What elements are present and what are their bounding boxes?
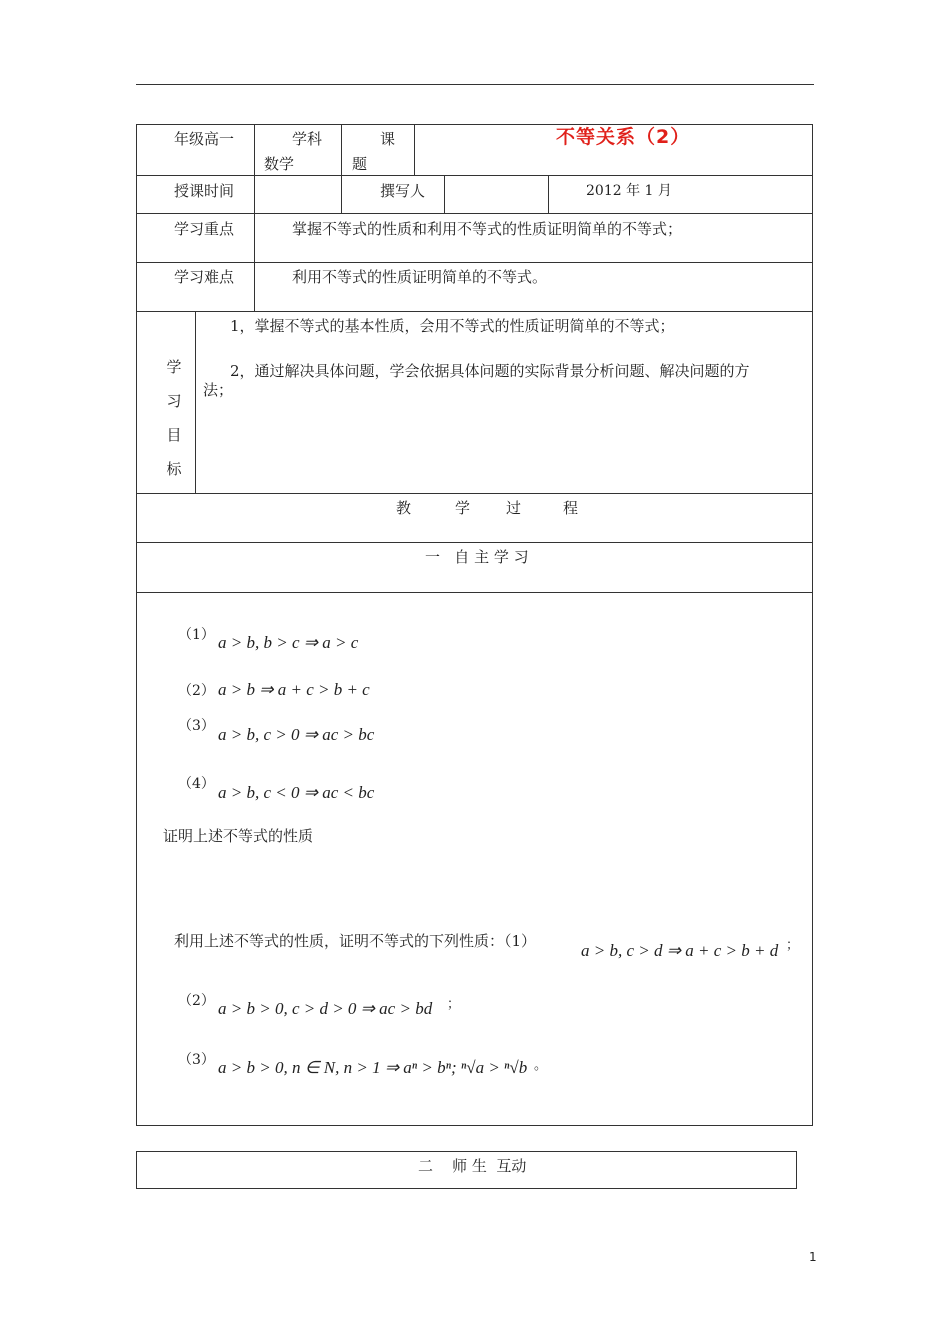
derived-2-formula: a > b > 0, c > d > 0 ⇒ ac > bd [218, 999, 433, 1018]
derived-3-suffix: 。 [534, 1058, 548, 1073]
use-text: 利用上述不等式的性质，证明不等式的下列性质：（1） [174, 932, 537, 950]
author-label: 撰写人 [380, 182, 426, 200]
section1-title: 一 自 主 学 习 [425, 548, 529, 566]
difficulty-text: 利用不等式的性质证明简单的不等式。 [292, 268, 548, 286]
derived-2-suffix: ； [447, 997, 461, 1012]
objectives-label: 学 习 目 标 [166, 358, 182, 478]
property-1-formula: a > b, b > c ⇒ a > c [218, 633, 359, 652]
objective-2-line1: 2，通过解决具体问题，学会依据具体问题的实际背景分析问题、解决问题的方 [230, 362, 750, 380]
top-rule [136, 84, 814, 85]
time-label: 授课时间 [174, 182, 235, 200]
derived-1-suffix: ； [786, 938, 800, 953]
derived-1-formula: a > b, c > d ⇒ a + c > b + d [581, 941, 779, 960]
topic-label-1: 课 [380, 130, 396, 148]
derived-3-num: （3） [178, 1052, 215, 1068]
property-1-num: （1） [178, 627, 215, 643]
page-number: 1 [809, 1250, 817, 1264]
property-3-formula: a > b, c > 0 ⇒ ac > bc [218, 725, 375, 744]
topic-label-2: 题 [352, 155, 368, 173]
objective-1: 1，掌握不等式的基本性质，会用不等式的性质证明简单的不等式； [230, 317, 675, 335]
derived-2-num: （2） [178, 993, 215, 1009]
lesson-title: 不等关系（2） [556, 126, 691, 148]
subject-label: 学科 [292, 130, 323, 148]
derived-3-formula: a > b > 0, n ∈ N, n > 1 ⇒ aⁿ > bⁿ; ⁿ√a > ⁿ√b [218, 1058, 528, 1077]
key-points-label: 学习重点 [174, 220, 235, 238]
subject-value: 数学 [264, 155, 295, 173]
grade-label: 年级高一 [174, 130, 235, 148]
property-2-num: （2） [178, 683, 215, 699]
property-4-num: （4） [178, 776, 215, 792]
property-2-formula: a > b ⇒ a + c > b + c [218, 680, 370, 699]
objective-2-line2: 法； [203, 381, 234, 399]
property-4-formula: a > b, c < 0 ⇒ ac < bc [218, 783, 375, 802]
date-value: 2012 年 1 月 [586, 183, 672, 199]
section2-title: 二 师 生 互动 [418, 1157, 527, 1175]
difficulty-label: 学习难点 [174, 268, 235, 286]
prove-text: 证明上述不等式的性质 [163, 827, 314, 845]
property-3-num: （3） [178, 718, 215, 734]
key-points-text: 掌握不等式的性质和利用不等式的性质证明简单的不等式； [292, 220, 683, 238]
